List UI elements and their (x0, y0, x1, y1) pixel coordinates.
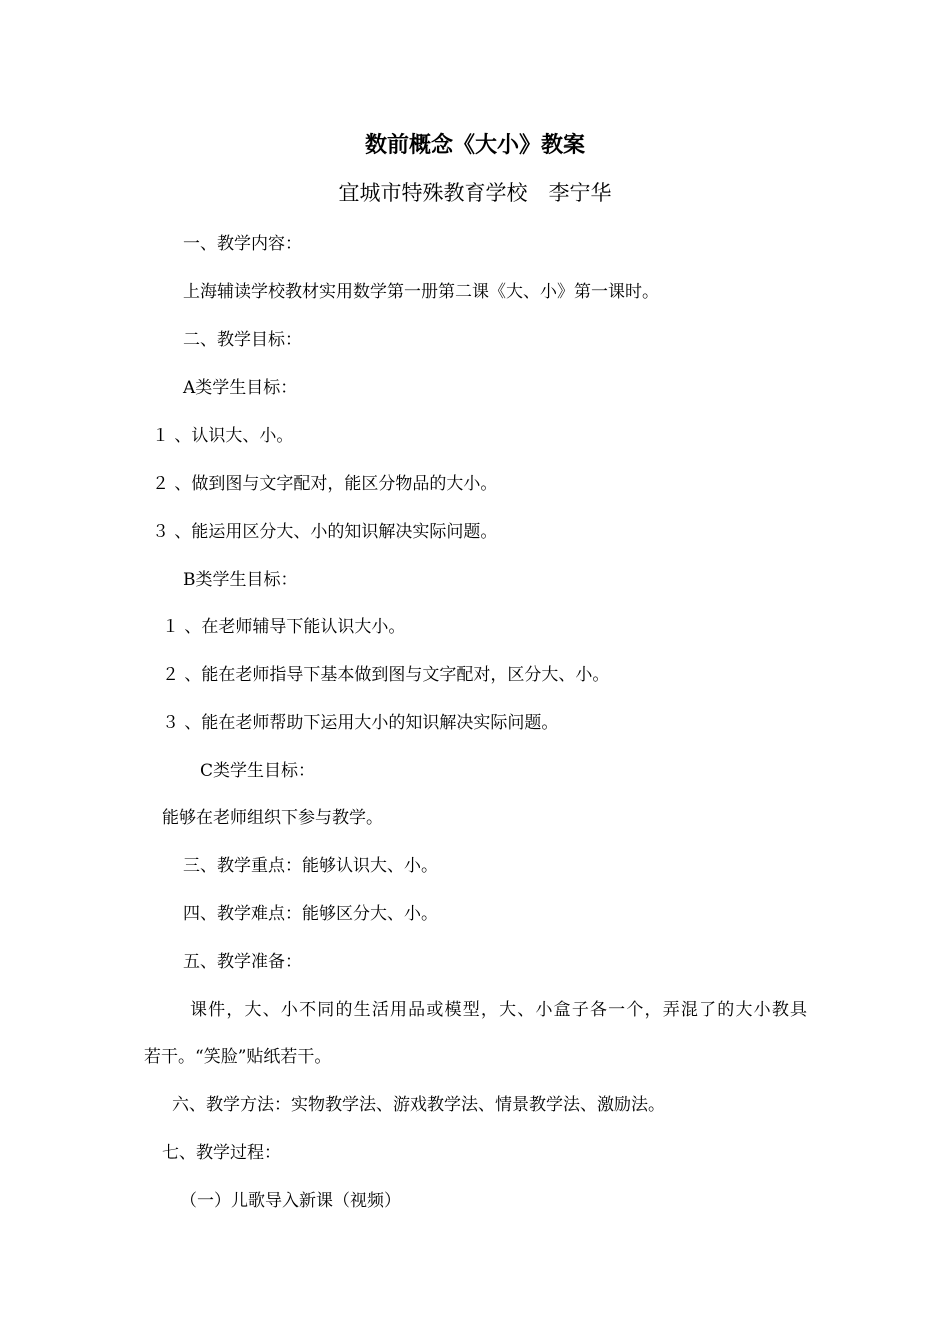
group-a-item-2: ２ 、做到图与文字配对，能区分物品的大小。 (152, 474, 498, 494)
group-b-item-3: ３ 、能在老师帮助下运用大小的知识解决实际问题。 (162, 713, 559, 733)
content-heading: 一、教学内容： (183, 234, 302, 254)
key-point: 三、教学重点：能够认识大、小。 (183, 856, 438, 876)
group-c-heading: C类学生目标： (200, 761, 316, 781)
goals-heading: 二、教学目标： (183, 330, 302, 350)
document-title: 数前概念《大小》教案 (364, 132, 585, 158)
group-a-item-3: ３ 、能运用区分大、小的知识解决实际问题。 (152, 522, 498, 542)
author-line: 宜城市特殊教育学校 李宁华 (338, 181, 612, 205)
group-b-heading: B类学生目标： (183, 570, 298, 590)
group-b-item-1: １ 、在老师辅导下能认识大小。 (162, 617, 406, 637)
group-a-item-1: １ 、认识大、小。 (152, 426, 294, 446)
group-b-item-2: ２ 、能在老师指导下基本做到图与文字配对，区分大、小。 (162, 665, 610, 685)
content-text: 上海辅读学校教材实用数学第一册第二课《大、小》第一课时。 (183, 282, 659, 302)
process-step-1: （一）儿歌导入新课（视频） (180, 1191, 401, 1211)
group-a-heading: A类学生目标： (183, 378, 298, 398)
methods: 六、教学方法：实物教学法、游戏教学法、情景教学法、激励法。 (172, 1095, 665, 1115)
preparation-line-2: 若干。“笑脸”贴纸若干。 (144, 1047, 332, 1067)
process-heading: 七、教学过程： (162, 1143, 281, 1163)
difficulty: 四、教学难点：能够区分大、小。 (183, 904, 438, 924)
preparation-line-1: 课件，大、小不同的生活用品或模型，大、小盒子各一个，弄混了的大小教具 (190, 1000, 807, 1020)
group-c-text: 能够在老师组织下参与教学。 (162, 808, 383, 828)
preparation-heading: 五、教学准备： (183, 952, 302, 972)
